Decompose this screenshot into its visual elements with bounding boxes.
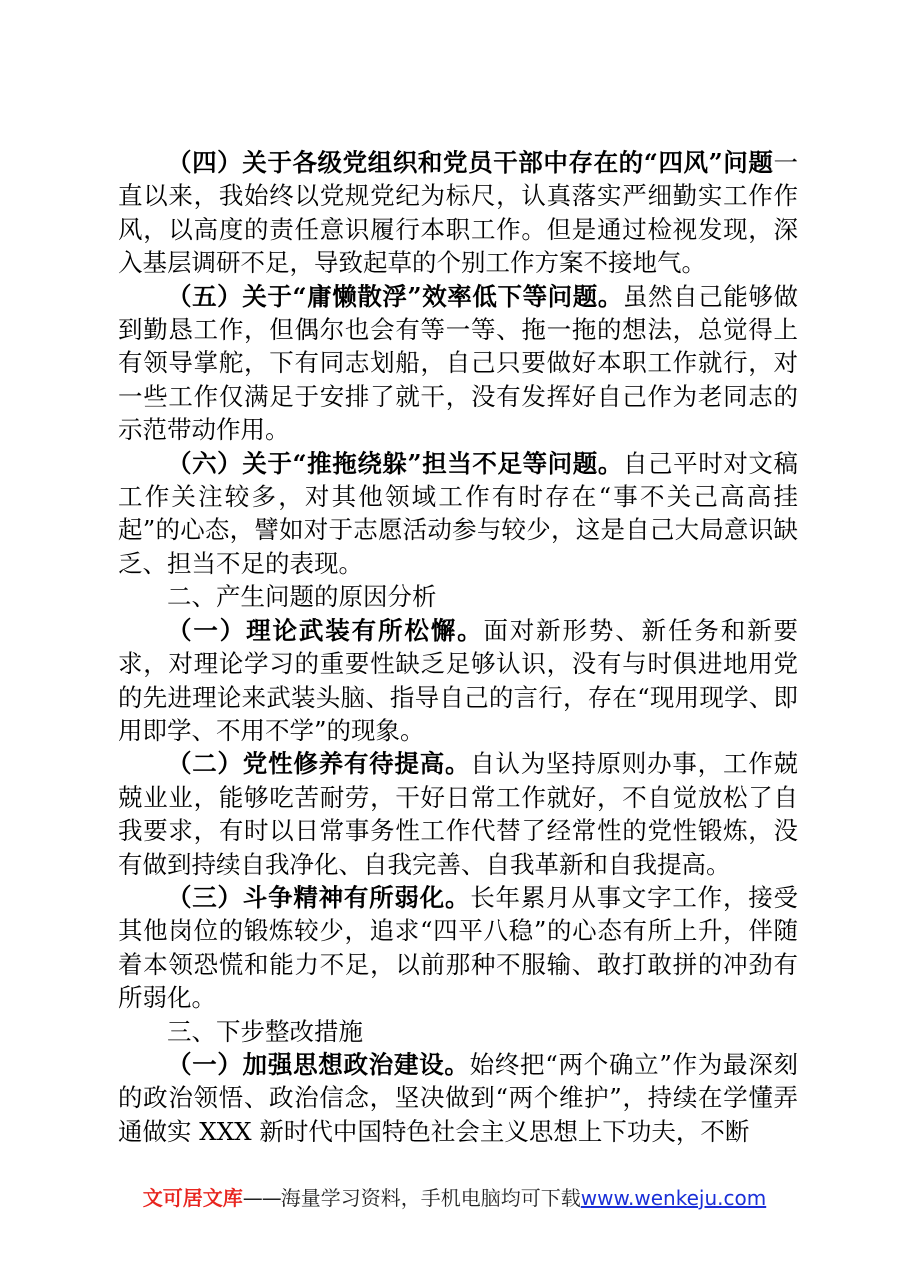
paragraph-lead: （三）斗争精神有所弱化。 bbox=[167, 882, 471, 912]
paragraph-lead: （四）关于各级党组织和党员干部中存在的“四风”问题 bbox=[167, 148, 774, 177]
paragraph-struggle bbox=[118, 881, 798, 1015]
paragraph-text: 长年累月从事文字工作，接受其他岗位的锻炼较少，追求“四平八稳”的心态有所上升，伴随着本领恐慌和能力不足，以前那种不服输、敢打敢拼的冲劲有所弱化。 bbox=[118, 882, 798, 1013]
paragraph-political bbox=[118, 1048, 798, 1148]
paragraph-text: 自认为坚持原则办事，工作兢兢业业，能够吃苦耐劳，干好日常工作就好，不自觉放松了自我要求，有时以日常事务性工作代替了经常性的党性锻炼，没有做到持续自我净化、自我完善、自我革新和自我提高。 bbox=[118, 749, 798, 879]
paragraph-text: 虽然自己能够做到勤恳工作，但偶尔也会有等一等、拖一拖的想法，总觉得上有领导掌舵，下有同志划船，自己只要做好本职工作就行，对一些工作仅满足于安排了就干，没有发挥好自己作为老同志的示范带动作用。 bbox=[118, 281, 799, 445]
paragraph-yong-lan bbox=[118, 280, 798, 447]
footer-banner bbox=[0, 1185, 909, 1211]
paragraph-lead: （六）关于“推拖绕躲”担当不足等问题。 bbox=[167, 448, 623, 478]
paragraph-text: 一直以来，我始终以党规党纪为标尺，认真落实严细勤实工作作风，以高度的责任意识履行本职工作。但是通过检视发现，深入基层调研不足，导致起草的个别工作方案不接地气。 bbox=[118, 148, 798, 278]
document-body bbox=[118, 146, 798, 1148]
paragraph-text: 始终把“两个确立”作为最深刻的政治领悟、政治信念，坚决做到“两个维护”，持续在学懂弄通做实 XXX 新时代中国特色社会主义思想上下功夫，不断 bbox=[118, 1049, 798, 1146]
paragraph-lead: （二）党性修养有待提高。 bbox=[167, 749, 471, 779]
footer-dash: —— bbox=[242, 1186, 281, 1210]
paragraph-lead: （一）加强思想政治建设。 bbox=[167, 1049, 470, 1079]
section-heading-measures: 三、下步整改措施 bbox=[167, 1016, 363, 1046]
section-heading-causes: 二、产生问题的原因分析 bbox=[167, 582, 437, 612]
paragraph-lead: （五）关于“庸懒散浮”效率低下等问题。 bbox=[167, 281, 623, 311]
footer-slogan: 海量学习资料，手机电脑均可下载 bbox=[280, 1186, 581, 1210]
paragraph-si-feng bbox=[118, 146, 798, 280]
paragraph-text: 自己平时对文稿工作关注较多，对其他领域工作有时存在“事不关己高高挂起”的心态，譬如对于志愿活动参与较少，这是自己大局意识缺乏、担当不足的表现。 bbox=[118, 448, 799, 578]
paragraph-theory bbox=[118, 614, 798, 748]
paragraph-tui-tuo bbox=[118, 447, 798, 581]
paragraph-party-spirit bbox=[118, 747, 798, 881]
footer-url-link[interactable]: www.wenkeju.com bbox=[580, 1186, 767, 1210]
paragraph-lead: （一）理论武装有所松懈。 bbox=[167, 615, 484, 645]
paragraph-text: 面对新形势、新任务和新要求，对理论学习的重要性缺乏足够认识，没有与时俱进地用党的先进理论来武装头脑、指导自己的言行，存在“现用现学、即用即学、不用不学”的现象。 bbox=[118, 615, 799, 745]
footer-brand: 文可居文库 bbox=[142, 1186, 243, 1210]
